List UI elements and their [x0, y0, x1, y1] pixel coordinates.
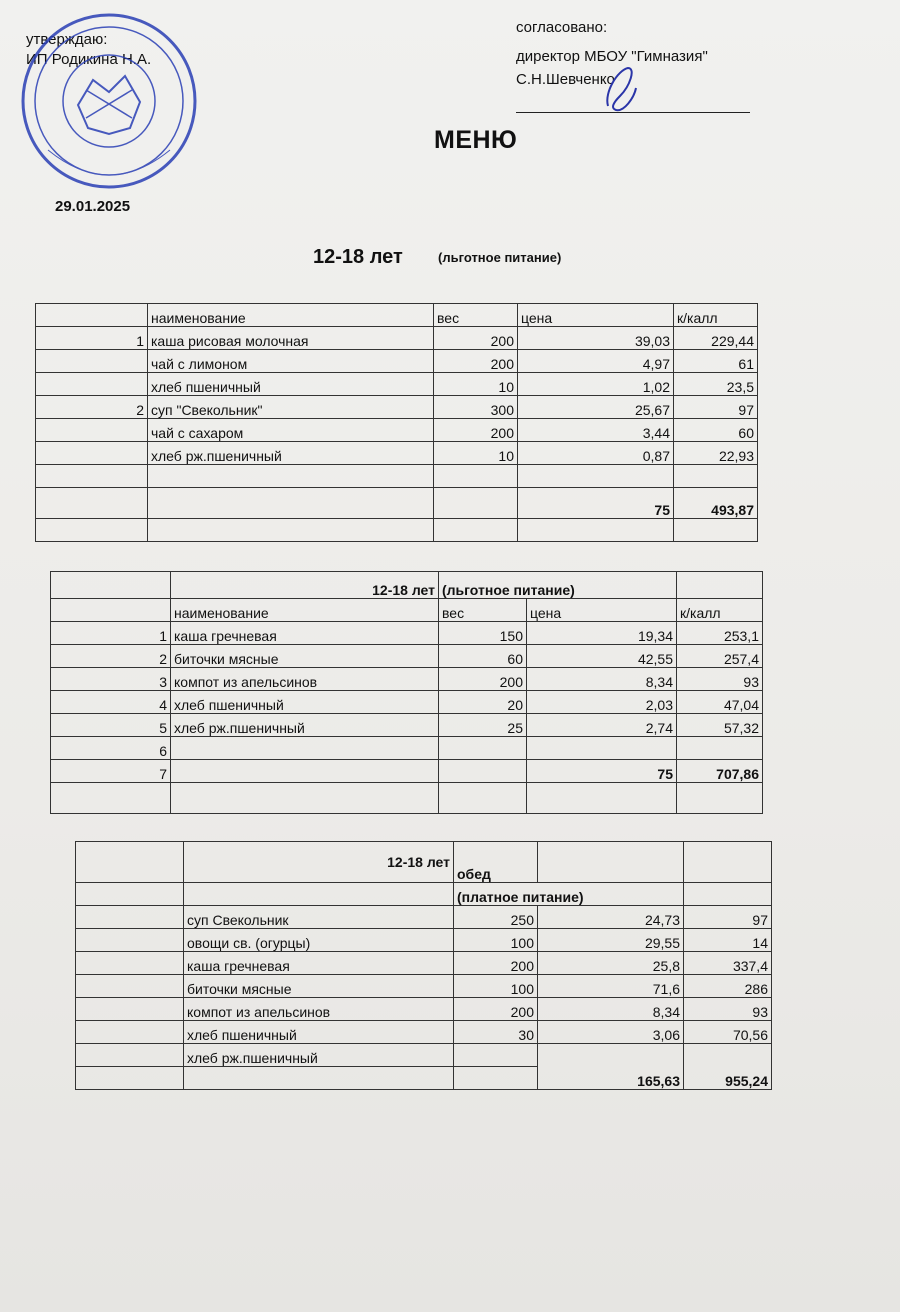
- dish-kcal: 286: [684, 975, 772, 998]
- total-price: 75: [527, 760, 677, 783]
- empty-row: [36, 465, 758, 488]
- table-row: [76, 975, 772, 998]
- dish-price: 39,03: [518, 327, 674, 350]
- dish-name: хлеб пшеничный: [148, 373, 434, 396]
- dish-kcal: 337,4: [684, 952, 772, 975]
- dish-kcal: 97: [674, 396, 758, 419]
- empty-row: [36, 519, 758, 542]
- table-row: [76, 929, 772, 952]
- dish-name: [171, 737, 439, 760]
- dish-price: 8,34: [538, 998, 684, 1021]
- dish-price: 0,87: [518, 442, 674, 465]
- section2-title: 12-18 лет: [171, 572, 439, 599]
- dish-name: каша гречневая: [184, 952, 454, 975]
- dish-kcal: [677, 737, 763, 760]
- table-row: [76, 1044, 772, 1067]
- table-row: [76, 1021, 772, 1044]
- row-num: 2: [51, 645, 171, 668]
- table-row: [51, 645, 763, 668]
- dish-weight: 100: [454, 929, 538, 952]
- section3-meal: обед: [454, 842, 538, 883]
- agreed-position: директор МБОУ "Гимназия": [516, 48, 708, 65]
- dish-kcal: 23,5: [674, 373, 758, 396]
- kcal-header: к/калл: [674, 304, 758, 327]
- dish-price: 29,55: [538, 929, 684, 952]
- dish-kcal: 60: [674, 419, 758, 442]
- dish-name: суп Свекольник: [184, 906, 454, 929]
- section3-title-row: [76, 842, 772, 883]
- total-kcal: 955,24: [684, 1044, 772, 1090]
- dish-name: овощи св. (огурцы): [184, 929, 454, 952]
- dish-name: хлеб пшеничный: [171, 691, 439, 714]
- dish-weight: 150: [439, 622, 527, 645]
- dish-weight: 250: [454, 906, 538, 929]
- name-header: наименование: [148, 304, 434, 327]
- dish-weight: [439, 760, 527, 783]
- dish-name: компот из апельсинов: [171, 668, 439, 691]
- table-row: [76, 998, 772, 1021]
- section1-subtitle: (льготное питание): [438, 250, 562, 265]
- table-row: [36, 396, 758, 419]
- table-row: [36, 419, 758, 442]
- table-row: [51, 622, 763, 645]
- dish-weight: 30: [454, 1021, 538, 1044]
- section1-title: 12-18 лет: [313, 246, 403, 268]
- price-header: цена: [527, 599, 677, 622]
- dish-name: [171, 760, 439, 783]
- page-title: МЕНЮ: [434, 126, 518, 154]
- row-num: 3: [51, 668, 171, 691]
- dish-kcal: 97: [684, 906, 772, 929]
- section3-title: 12-18 лет: [184, 842, 454, 883]
- dish-weight: 300: [434, 396, 518, 419]
- table-row: [36, 350, 758, 373]
- table-row: [51, 760, 763, 783]
- dish-weight: 200: [454, 952, 538, 975]
- approved-name: ИП Родикина Н.А.: [26, 51, 152, 68]
- dish-name: хлеб рж.пшеничный: [148, 442, 434, 465]
- table-row: [76, 952, 772, 975]
- total-kcal: 493,87: [674, 488, 758, 519]
- approval-date: 29.01.2025: [55, 198, 131, 215]
- dish-price: 3,44: [518, 419, 674, 442]
- table-row: [51, 737, 763, 760]
- dish-weight: 200: [434, 327, 518, 350]
- dish-name: каша гречневая: [171, 622, 439, 645]
- dish-price: 1,02: [518, 373, 674, 396]
- dish-weight: 200: [434, 350, 518, 373]
- dish-kcal: 70,56: [684, 1021, 772, 1044]
- row-num: 6: [51, 737, 171, 760]
- dish-kcal: 253,1: [677, 622, 763, 645]
- price-header: цена: [518, 304, 674, 327]
- section3-subtitle-row: [76, 883, 772, 906]
- row-num: 7: [51, 760, 171, 783]
- dish-kcal: 61: [674, 350, 758, 373]
- total-price: 165,63: [538, 1044, 684, 1090]
- dish-price: 8,34: [527, 668, 677, 691]
- row-num: 2: [36, 396, 148, 419]
- kcal-header: к/калл: [677, 599, 763, 622]
- dish-weight: 100: [454, 975, 538, 998]
- menu-table-1: [35, 303, 758, 542]
- agreed-label: согласовано:: [516, 19, 608, 36]
- table-row: [51, 691, 763, 714]
- dish-weight: 10: [434, 373, 518, 396]
- table-row: [51, 668, 763, 691]
- dish-weight: 10: [434, 442, 518, 465]
- total-price: 75: [518, 488, 674, 519]
- dish-weight: 60: [439, 645, 527, 668]
- dish-kcal: 22,93: [674, 442, 758, 465]
- dish-name: суп "Свекольник": [148, 396, 434, 419]
- row-num: [36, 350, 148, 373]
- approved-label: утверждаю:: [26, 31, 108, 48]
- dish-name: хлеб рж.пшеничный: [171, 714, 439, 737]
- empty-row: [51, 783, 763, 814]
- dish-name: хлеб пшеничный: [184, 1021, 454, 1044]
- dish-kcal: 93: [684, 998, 772, 1021]
- weight-header: вес: [434, 304, 518, 327]
- dish-weight: 200: [454, 998, 538, 1021]
- dish-kcal: 93: [677, 668, 763, 691]
- dish-price: [527, 737, 677, 760]
- dish-price: 25,8: [538, 952, 684, 975]
- row-num: [36, 419, 148, 442]
- dish-price: 71,6: [538, 975, 684, 998]
- row-num: 4: [51, 691, 171, 714]
- row-num: [36, 442, 148, 465]
- dish-kcal: 57,32: [677, 714, 763, 737]
- name-header: наименование: [171, 599, 439, 622]
- row-num: 1: [36, 327, 148, 350]
- dish-weight: 200: [434, 419, 518, 442]
- dish-kcal: 14: [684, 929, 772, 952]
- dish-price: 42,55: [527, 645, 677, 668]
- dish-weight: 200: [439, 668, 527, 691]
- signature-line: [516, 112, 750, 113]
- dish-weight: 20: [439, 691, 527, 714]
- section2-subtitle: (льготное питание): [439, 572, 677, 599]
- round-stamp: [18, 10, 200, 192]
- agreed-name: С.Н.Шевченко: [516, 71, 615, 88]
- dish-name: биточки мясные: [171, 645, 439, 668]
- total-kcal: 707,86: [677, 760, 763, 783]
- row-num: [36, 373, 148, 396]
- dish-weight: [439, 737, 527, 760]
- num-header: [36, 304, 148, 327]
- table-header-row: [36, 304, 758, 327]
- dish-kcal: 229,44: [674, 327, 758, 350]
- dish-price: 2,03: [527, 691, 677, 714]
- dish-price: 24,73: [538, 906, 684, 929]
- dish-name: биточки мясные: [184, 975, 454, 998]
- dish-price: 25,67: [518, 396, 674, 419]
- table-row: [36, 327, 758, 350]
- dish-kcal: 257,4: [677, 645, 763, 668]
- dish-name: хлеб рж.пшеничный: [184, 1044, 454, 1067]
- dish-name: чай с сахаром: [148, 419, 434, 442]
- table-row: [76, 906, 772, 929]
- weight-header: вес: [439, 599, 527, 622]
- dish-price: 19,34: [527, 622, 677, 645]
- dish-price: 3,06: [538, 1021, 684, 1044]
- dish-name: чай с лимоном: [148, 350, 434, 373]
- table-row: [51, 714, 763, 737]
- section2-title-row: [51, 572, 763, 599]
- table-row: [36, 373, 758, 396]
- dish-name: компот из апельсинов: [184, 998, 454, 1021]
- dish-kcal: 47,04: [677, 691, 763, 714]
- section3-subtitle: (платное питание): [454, 883, 684, 906]
- menu-table-3: [75, 841, 772, 1090]
- dish-name: каша рисовая молочная: [148, 327, 434, 350]
- row-num: 5: [51, 714, 171, 737]
- dish-price: 4,97: [518, 350, 674, 373]
- row-num: 1: [51, 622, 171, 645]
- table-row: [36, 442, 758, 465]
- menu-table-2: [50, 571, 763, 814]
- dish-weight: 25: [439, 714, 527, 737]
- director-signature: [600, 62, 640, 114]
- total-row: [36, 488, 758, 519]
- table-header-row: [51, 599, 763, 622]
- dish-price: 2,74: [527, 714, 677, 737]
